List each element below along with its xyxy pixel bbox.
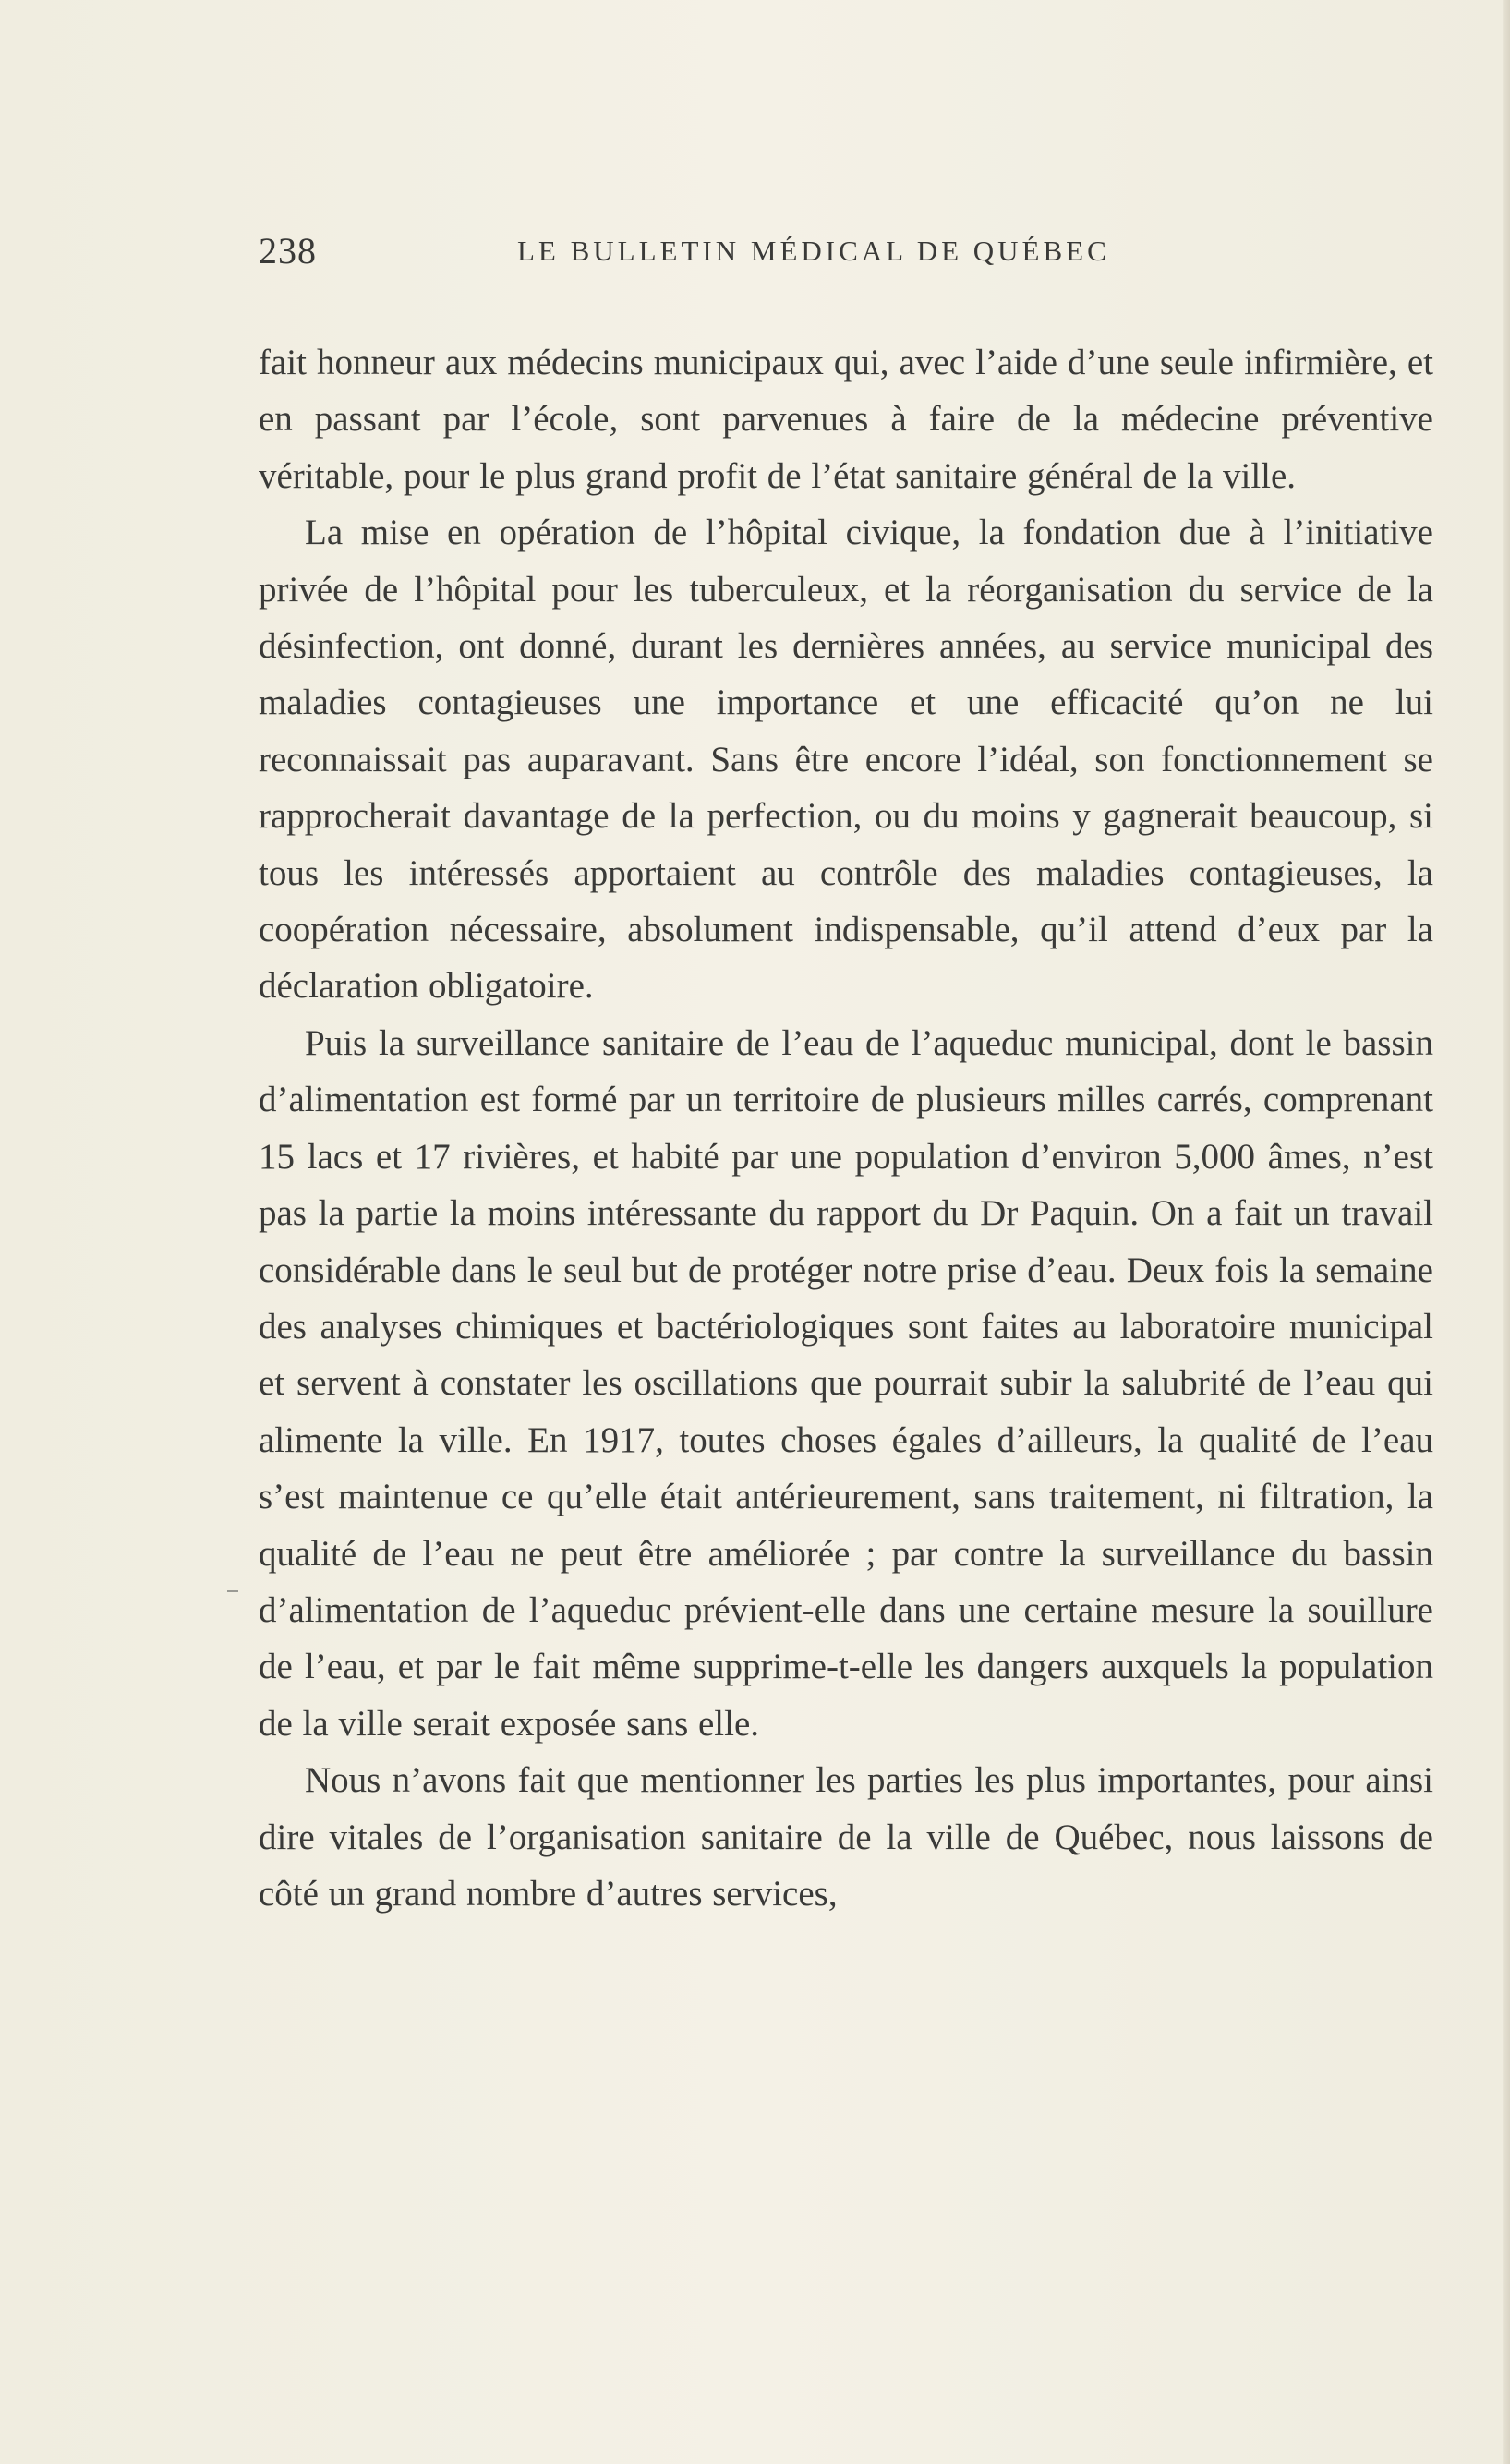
journal-title: LE BULLETIN MÉDICAL DE QUÉBEC bbox=[517, 235, 1110, 267]
page-edge-shadow bbox=[1503, 0, 1510, 2464]
body-text bbox=[259, 334, 1433, 1922]
margin-mark bbox=[227, 1590, 238, 1592]
paragraph-4: Nous n’avons fait que mentionner les parties les plus importantes, pour ainsi dire vitales de l’organisation sanitaire de la ville de Québec, nous laissons de côté un grand nombre d’autres services, bbox=[259, 1760, 1433, 1914]
paragraph-1: fait honneur aux médecins municipaux qui, avec l’aide d’une seule infirmière, et en passant par l’école, sont parvenues à faire de la médecine préventive véritable, pour le plus grand profit de l’état sanitaire général de la ville. bbox=[259, 343, 1433, 496]
paragraph-3: Puis la surveillance sanitaire de l’eau de l’aqueduc municipal, dont le bassin d’alimentation est formé par un territoire de plusieurs milles carrés, comprenant 15 lacs et 17 rivières, et habité par une population d’environ 5,000 âmes, n’est pas la partie la moins intéressante du rapport du Dr Paquin. On a fait un travail considérable dans le seul but de protéger notre prise d’eau. Deux fois la semaine des analyses chimiques et bactériologiques sont faites au laboratoire municipal et servent à constater les oscillations que pourrait subir la salubrité de l’eau qui alimente la ville. En 1917, toutes choses égales d’ailleurs, la qualité de l’eau s’est maintenue ce qu’elle était antérieurement, sans traitement, ni filtration, la qualité de l’eau ne peut être améliorée ; par contre la surveillance du bassin d’alimentation de l’aqueduc prévient-elle dans une certaine mesure la souillure de l’eau, et par le fait même supprime-t-elle les dangers auxquels la population de la ville serait exposée sans elle. bbox=[259, 1022, 1433, 1744]
page-number: 238 bbox=[259, 230, 317, 272]
paragraph-2: La mise en opération de l’hôpital civique, la fondation due à l’initiative privée de l’hôpital pour les tuberculeux, et la réorganisation du service de la désinfection, ont donné, durant les dernières années, au service municipal des maladies contagieuses une importance et une efficacité qu’on ne lui reconnaissait pas auparavant. Sans être encore l’idéal, son fonctionnement se rapprocherait davantage de la perfection, ou du moins y gagnerait beaucoup, si tous les intéressés apportaient au contrôle des maladies contagieuses, la coopération nécessaire, absolument indispensable, qu’il attend d’eux par la déclaration obligatoire. bbox=[259, 513, 1433, 1007]
running-head bbox=[259, 229, 1182, 275]
